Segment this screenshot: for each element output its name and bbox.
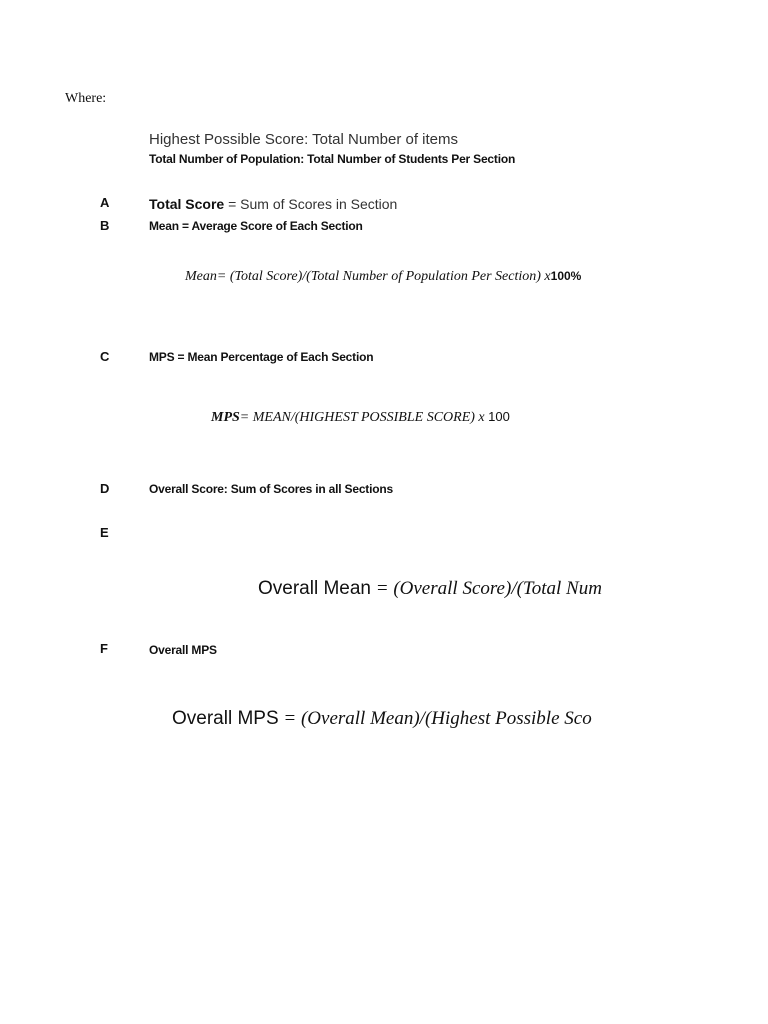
overall-mps-label: Overall MPS <box>172 708 279 729</box>
overall-mean-expression: = (Overall Score)/(Total Num <box>371 578 602 599</box>
item-letter-b: B <box>100 218 110 233</box>
population-definition: Total Number of Population: Total Number of Students Per Section <box>149 152 516 166</box>
mps-formula <box>211 409 510 426</box>
item-letter-f: F <box>100 641 108 656</box>
mps-formula-term: MPS <box>211 410 240 425</box>
overall-mps-expression: = (Overall Mean)/(Highest Possible Sco <box>278 708 592 729</box>
mps-definition: MPS = Mean Percentage of Each Section <box>149 350 374 364</box>
item-letter-d: D <box>100 481 110 496</box>
total-score-text: = Sum of Scores in Section <box>224 196 398 212</box>
overall-mps-definition: Overall MPS <box>149 643 217 657</box>
mps-formula-expression: = MEAN/(HIGHEST POSSIBLE SCORE) x <box>239 410 489 425</box>
item-letter-e: E <box>100 525 109 540</box>
total-score-term: Total Score <box>149 196 225 212</box>
mean-formula-expression: Mean= (Total Score)/(Total Number of Population Per Section) x <box>185 269 551 284</box>
mean-formula-suffix: 100% <box>550 269 582 283</box>
where-label: Where: <box>65 91 107 106</box>
overall-mean-label: Overall Mean <box>258 578 371 599</box>
hps-definition: Highest Possible Score: Total Number of items <box>149 131 459 148</box>
total-score-definition <box>149 196 397 212</box>
item-letter-a: A <box>100 195 110 210</box>
mps-formula-suffix: 100 <box>488 409 510 424</box>
mean-formula <box>185 269 581 285</box>
overall-score-definition: Overall Score: Sum of Scores in all Sections <box>149 482 393 496</box>
item-letter-c: C <box>100 349 110 364</box>
overall-mps-formula <box>172 708 658 740</box>
overall-mean-formula <box>258 578 658 610</box>
mean-definition: Mean = Average Score of Each Section <box>149 219 363 233</box>
